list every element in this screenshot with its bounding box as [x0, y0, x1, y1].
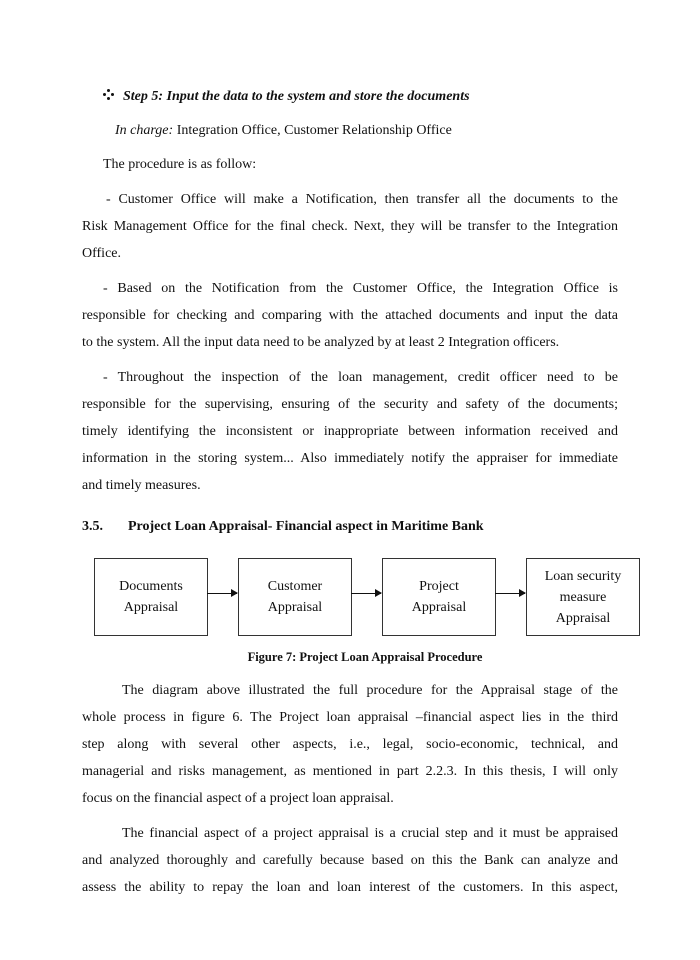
- box-label: Appraisal: [555, 610, 611, 626]
- paragraph-line: responsible for checking and comparing with the attached documents and input the data: [82, 308, 618, 323]
- step-5-heading: [103, 88, 470, 105]
- paragraph-line: focus on the financial aspect of a project loan appraisal.: [82, 791, 394, 806]
- box-project-appraisal: [382, 558, 496, 636]
- paragraph-line: - Throughout the inspection of the loan management, credit officer need to be: [103, 370, 618, 385]
- in-charge-value: Integration Office, Customer Relationship Office: [173, 123, 452, 138]
- box-loan-security-measure-appraisal: [526, 558, 640, 636]
- paragraph-line: assess the ability to repay the loan and loan interest of the customers. In this aspect,: [82, 880, 618, 895]
- section-title: Project Loan Appraisal- Financial aspect in Maritime Bank: [128, 519, 484, 534]
- paragraph-line: timely identifying the inconsistent or inappropriate between information received and: [82, 424, 618, 439]
- box-documents-appraisal: [94, 558, 208, 636]
- section-number: 3.5.: [82, 519, 103, 534]
- paragraph-line: The diagram above illustrated the full procedure for the Appraisal stage of the: [122, 683, 618, 698]
- box-label: Appraisal: [267, 600, 323, 615]
- section-heading: [82, 519, 484, 535]
- paragraph-line: step along with several other aspects, i.e., legal, socio-economic, technical, and: [82, 737, 618, 752]
- paragraph-line: - Customer Office will make a Notification, then transfer all the documents to the: [106, 192, 618, 207]
- paragraph-line: The financial aspect of a project appraisal is a crucial step and it must be appraised: [122, 826, 618, 841]
- paragraph-line: and timely measures.: [82, 478, 201, 493]
- box-label: measure: [559, 589, 607, 605]
- four-diamond-bullet-icon: [103, 89, 115, 101]
- box-label: Appraisal: [411, 600, 467, 615]
- arrow-right-icon: [495, 593, 525, 594]
- procedure-intro: The procedure is as follow:: [103, 157, 257, 172]
- box-label: Project: [419, 579, 459, 594]
- step-title: Step 5: Input the data to the system and store the documents: [123, 89, 470, 104]
- arrow-right-icon: [351, 593, 381, 594]
- paragraph-line: Office.: [82, 246, 121, 261]
- paragraph-line: - Based on the Notification from the Customer Office, the Integration Office is: [103, 281, 618, 296]
- figure-caption: Figure 7: Project Loan Appraisal Procedure: [247, 650, 483, 664]
- paragraph-line: information in the storing system... Also immediately notify the appraiser for immediate: [82, 451, 618, 466]
- paragraph-line: responsible for the supervising, ensuring of the security and safety of the documents;: [82, 397, 618, 412]
- box-customer-appraisal: [238, 558, 352, 636]
- box-label: Loan security: [544, 568, 622, 584]
- paragraph-line: and analyzed thoroughly and carefully because based on this the Bank can analyze and: [82, 853, 618, 868]
- box-label: Customer: [267, 579, 323, 594]
- paragraph-line: managerial and risks management, as mentioned in part 2.2.3. In this thesis, I will only: [82, 764, 618, 779]
- in-charge-label: In charge:: [115, 123, 174, 138]
- in-charge-line: [115, 123, 452, 139]
- paragraph-line: whole process in figure 6. The Project loan appraisal –financial aspect lies in the third: [82, 710, 618, 725]
- arrow-right-icon: [207, 593, 237, 594]
- box-label: Appraisal: [123, 600, 179, 615]
- paragraph-line: to the system. All the input data need to be analyzed by at least 2 Integration officers.: [82, 335, 560, 350]
- box-label: Documents: [119, 579, 183, 594]
- paragraph-line: Risk Management Office for the final check. Next, they will be transfer to the Integration: [82, 219, 618, 234]
